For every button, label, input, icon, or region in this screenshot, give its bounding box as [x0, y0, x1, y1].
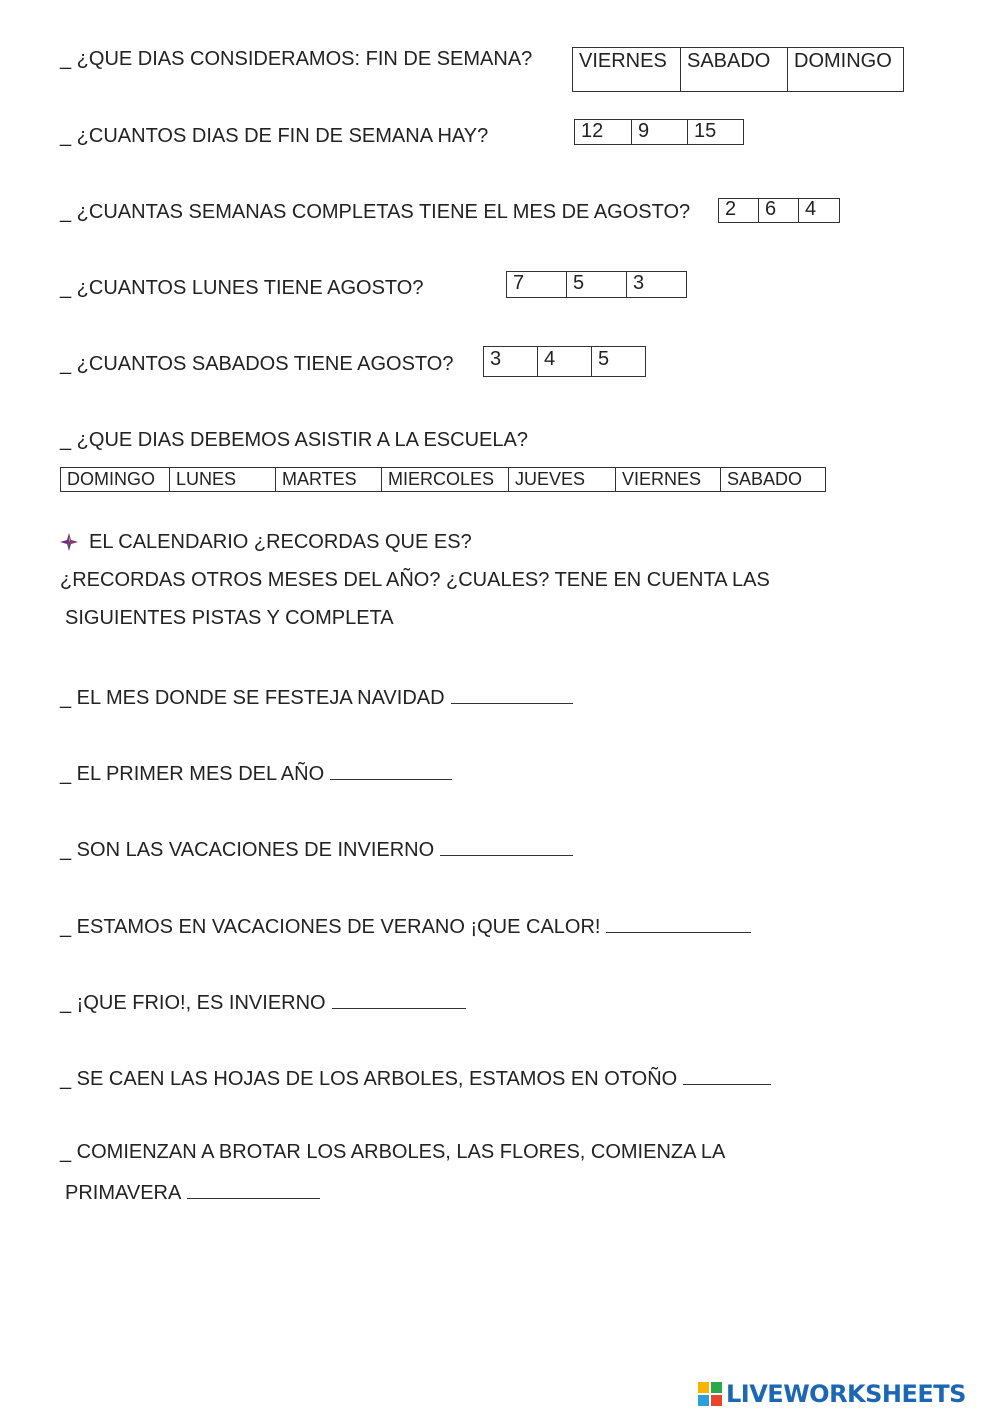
- option-5[interactable]: 5: [598, 348, 610, 370]
- liveworksheets-logo: [698, 1380, 966, 1408]
- question-2-options: [574, 119, 744, 145]
- question-4-text: _ ¿CUANTOS LUNES TIENE AGOSTO?: [60, 277, 424, 299]
- clue-text: _ SON LAS VACACIONES DE INVIERNO: [60, 839, 435, 861]
- question-6-text: _ ¿QUE DIAS DEBEMOS ASISTIR A LA ESCUELA?: [60, 429, 528, 451]
- clue-text: PRIMAVERA: [65, 1182, 182, 1204]
- clue-text: _ ESTAMOS EN VACACIONES DE VERANO ¡QUE CALOR!: [60, 916, 601, 938]
- clue-vacaciones-invierno: [60, 835, 573, 862]
- clue-text: _ EL PRIMER MES DEL AÑO: [60, 763, 325, 785]
- calendar-intro-line2: SIGUIENTES PISTAS Y COMPLETA: [65, 607, 394, 629]
- question-2-text: _ ¿CUANTOS DIAS DE FIN DE SEMANA HAY?: [60, 125, 489, 147]
- answer-blank[interactable]: [332, 988, 466, 1009]
- option-4[interactable]: 4: [805, 198, 817, 220]
- option-4[interactable]: 4: [538, 347, 592, 376]
- question-5-options: [483, 346, 646, 377]
- answer-blank[interactable]: [683, 1064, 771, 1085]
- option-sabado[interactable]: SABADO: [727, 469, 803, 489]
- clue-invierno: [60, 988, 466, 1015]
- question-5-text: _ ¿CUANTOS SABADOS TIENE AGOSTO?: [60, 353, 454, 375]
- option-3[interactable]: 3: [633, 272, 645, 294]
- option-2[interactable]: 2: [719, 199, 759, 222]
- clue-otono: [60, 1064, 771, 1091]
- answer-blank[interactable]: [187, 1178, 320, 1199]
- option-jueves[interactable]: JUEVES: [509, 468, 616, 491]
- option-12[interactable]: 12: [575, 120, 632, 144]
- option-15[interactable]: 15: [694, 120, 717, 142]
- answer-blank[interactable]: [606, 912, 751, 933]
- question-3-options: [718, 198, 840, 223]
- clue-text: _ SE CAEN LAS HOJAS DE LOS ARBOLES, ESTAMOS EN OTOÑO: [60, 1068, 678, 1090]
- option-domingo[interactable]: DOMINGO: [61, 468, 170, 491]
- clue-primer-mes: [60, 759, 452, 786]
- option-7[interactable]: 7: [507, 272, 567, 297]
- option-martes[interactable]: MARTES: [276, 468, 382, 491]
- brand-name: LIVEWORKSHEETS: [726, 1380, 966, 1408]
- option-sabado[interactable]: SABADO: [681, 48, 788, 91]
- question-1-text: _ ¿QUE DIAS CONSIDERAMOS: FIN DE SEMANA?: [60, 48, 533, 70]
- clue-text: _ ¡QUE FRIO!, ES INVIERNO: [60, 992, 326, 1014]
- question-1-options: [572, 47, 904, 92]
- option-domingo[interactable]: DOMINGO: [794, 50, 892, 72]
- clue-text: _ EL MES DONDE SE FESTEJA NAVIDAD: [60, 687, 445, 709]
- answer-blank[interactable]: [330, 759, 452, 780]
- clue-primavera-line1: _ COMIENZAN A BROTAR LOS ARBOLES, LAS FLORES, COMIENZA LA: [60, 1141, 726, 1163]
- option-viernes[interactable]: VIERNES: [573, 48, 681, 91]
- option-9[interactable]: 9: [632, 120, 688, 144]
- option-6[interactable]: 6: [759, 199, 799, 222]
- answer-blank[interactable]: [440, 835, 573, 856]
- clue-navidad: [60, 683, 573, 710]
- calendar-intro-line1: ¿RECORDAS OTROS MESES DEL AÑO? ¿CUALES? TENE EN CUENTA LAS: [60, 569, 770, 591]
- question-3-text: _ ¿CUANTAS SEMANAS COMPLETAS TIENE EL MES DE AGOSTO?: [60, 201, 691, 223]
- question-6-options: [60, 467, 826, 492]
- liveworksheets-logo-icon: [698, 1382, 722, 1406]
- clue-primavera-line2: [65, 1178, 320, 1205]
- option-lunes[interactable]: LUNES: [170, 468, 276, 491]
- calendar-heading: EL CALENDARIO ¿RECORDAS QUE ES?: [89, 531, 472, 553]
- clue-vacaciones-verano: [60, 912, 751, 939]
- option-viernes[interactable]: VIERNES: [616, 468, 721, 491]
- option-3[interactable]: 3: [484, 347, 538, 376]
- option-5[interactable]: 5: [567, 272, 627, 297]
- answer-blank[interactable]: [451, 683, 573, 704]
- question-4-options: [506, 271, 687, 298]
- star-bullet-icon: [60, 533, 78, 551]
- option-miercoles[interactable]: MIERCOLES: [382, 468, 509, 491]
